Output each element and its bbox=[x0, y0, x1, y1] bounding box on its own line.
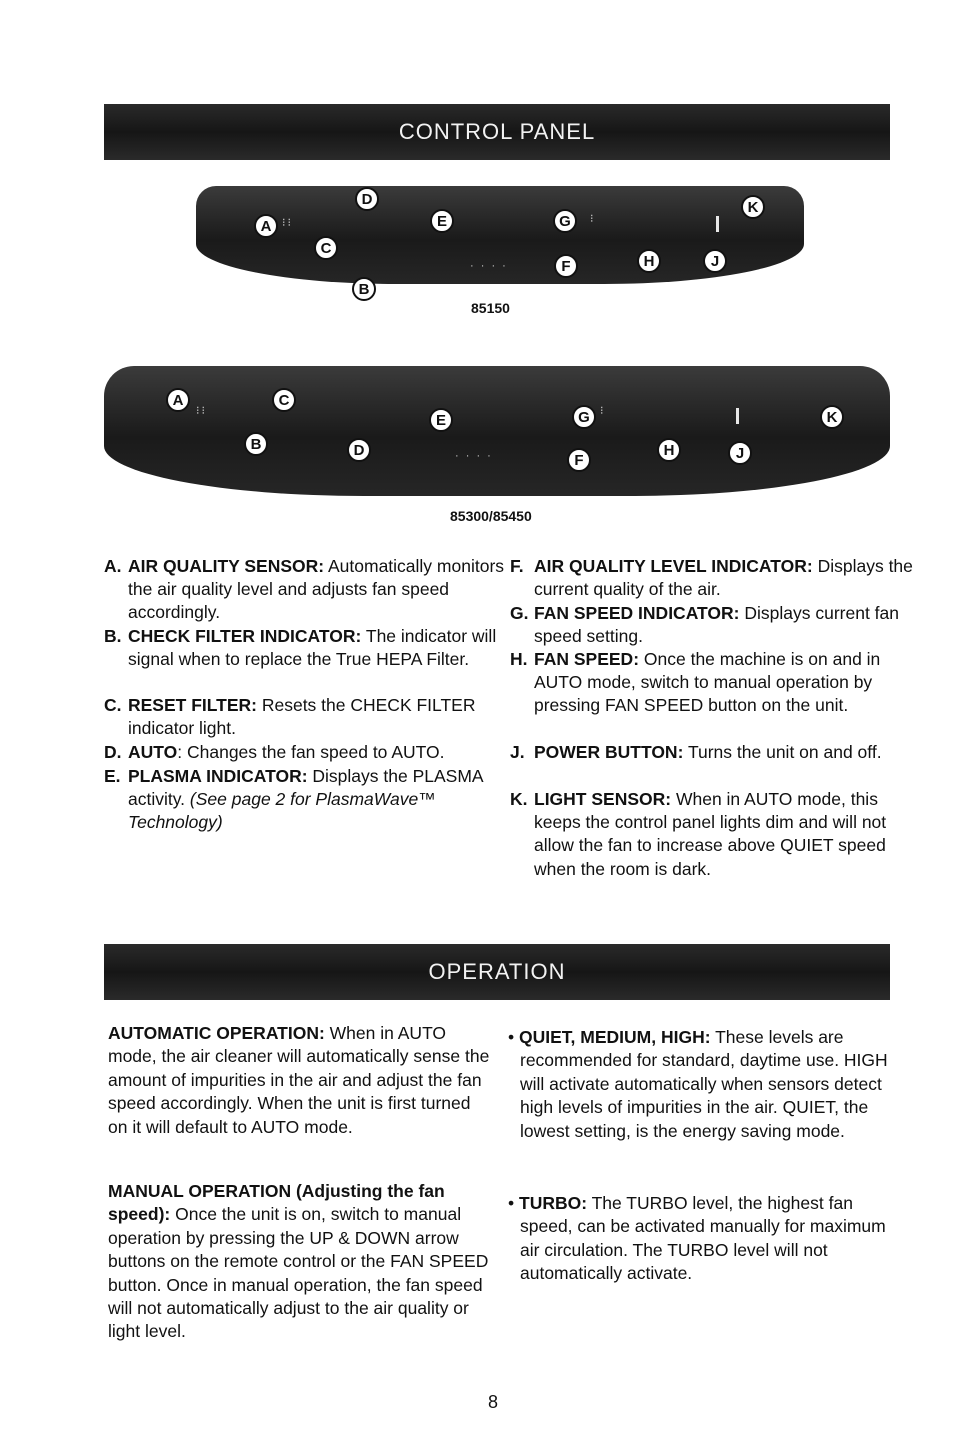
levels-bullet bbox=[508, 1026, 910, 1143]
levels-text: These levels are recommended for standard, daytime use. HIGH will activate automatically when sensors detect high levels of impurities in the air. QUIET, the lowest setting, is the energy saving mode. bbox=[520, 1027, 888, 1141]
led-dots: ⁝ bbox=[590, 213, 596, 225]
definition-item bbox=[510, 741, 914, 764]
turbo-bullet bbox=[508, 1192, 910, 1286]
definition-note: (See page 2 for PlasmaWave™ Technology) bbox=[128, 789, 436, 833]
definition-item bbox=[510, 602, 924, 648]
definition-letter: H. bbox=[510, 649, 528, 669]
definition-term: FAN SPEED: bbox=[534, 649, 640, 669]
model-label-85300-85450: 85300/85450 bbox=[450, 508, 532, 524]
definition-letter: J. bbox=[510, 742, 525, 762]
control-panel-heading bbox=[104, 104, 890, 160]
operation-heading bbox=[104, 944, 890, 1000]
page-number: 8 bbox=[488, 1392, 499, 1412]
marker-c: C bbox=[314, 236, 338, 260]
automatic-operation-term: AUTOMATIC OPERATION: bbox=[108, 1023, 325, 1043]
turbo-term: TURBO: bbox=[519, 1193, 588, 1213]
power-symbol bbox=[716, 216, 719, 232]
marker-g: G bbox=[553, 209, 577, 233]
marker-h: H bbox=[637, 249, 661, 273]
definition-term: AUTO bbox=[128, 742, 178, 762]
control-panel-diagram-85300-85450 bbox=[104, 366, 890, 496]
levels-term: QUIET, MEDIUM, HIGH: bbox=[519, 1027, 711, 1047]
definition-item bbox=[510, 648, 914, 718]
definition-text: Resets the CHECK FILTER indicator light. bbox=[128, 695, 476, 739]
manual-operation-text: Once the unit is on, switch to manual operation by pressing the UP & DOWN arrow buttons on the remote control or the FAN SPEED button. Once in manual operation, the fan speed will not automatically adjust to the air quality or light level. bbox=[108, 1204, 489, 1342]
definition-letter: E. bbox=[104, 766, 121, 786]
definition-text: Once the machine is on and in AUTO mode, switch to manual operation by pressing FAN SPEED button on the unit. bbox=[534, 649, 881, 716]
marker-e: E bbox=[429, 408, 453, 432]
definition-text: Displays current fan speed setting. bbox=[534, 603, 899, 647]
bullet-marker: • bbox=[508, 1027, 515, 1047]
model-label-85150: 85150 bbox=[471, 300, 510, 316]
definition-text: Displays the current quality of the air. bbox=[534, 556, 913, 600]
marker-b: B bbox=[244, 432, 268, 456]
marker-k: K bbox=[741, 195, 765, 219]
marker-j: J bbox=[703, 249, 727, 273]
definition-letter: G. bbox=[510, 603, 529, 623]
marker-h: H bbox=[657, 438, 681, 462]
definition-item bbox=[104, 625, 508, 671]
turbo-text: The TURBO level, the highest fan speed, can be activated manually for maximum air circulation. The TURBO level will not automatically activate. bbox=[520, 1193, 886, 1284]
definition-item bbox=[104, 694, 508, 740]
definition-item bbox=[104, 741, 518, 764]
marker-c: C bbox=[272, 388, 296, 412]
definition-letter: F. bbox=[510, 556, 524, 576]
marker-a: A bbox=[166, 388, 190, 412]
marker-f: F bbox=[554, 254, 578, 278]
definition-term: AIR QUALITY LEVEL INDICATOR: bbox=[534, 556, 813, 576]
definition-letter: K. bbox=[510, 789, 528, 809]
definition-text: Displays the PLASMA activity. bbox=[128, 766, 483, 810]
definition-term: LIGHT SENSOR: bbox=[534, 789, 672, 809]
manual-operation-paragraph bbox=[108, 1180, 494, 1344]
definition-term: AIR QUALITY SENSOR: bbox=[128, 556, 325, 576]
marker-g: G bbox=[572, 405, 596, 429]
definition-item bbox=[510, 555, 924, 601]
definition-letter: A. bbox=[104, 556, 122, 576]
marker-b: B bbox=[352, 277, 376, 301]
definition-term: CHECK FILTER INDICATOR: bbox=[128, 626, 362, 646]
control-panel-title: CONTROL PANEL bbox=[398, 119, 596, 144]
definition-text: Turns the unit on and off. bbox=[683, 742, 882, 762]
definition-text: The indicator will signal when to replace the True HEPA Filter. bbox=[128, 626, 497, 670]
definition-term: PLASMA INDICATOR: bbox=[128, 766, 308, 786]
marker-k: K bbox=[820, 405, 844, 429]
definition-term: FAN SPEED INDICATOR: bbox=[534, 603, 740, 623]
marker-e: E bbox=[430, 209, 454, 233]
led-dots: ⁝⁝ bbox=[282, 217, 293, 229]
automatic-operation-paragraph bbox=[108, 1022, 494, 1139]
definition-item bbox=[104, 555, 508, 625]
definition-letter: C. bbox=[104, 695, 122, 715]
definition-text: : Changes the fan speed to AUTO. bbox=[177, 742, 445, 762]
marker-j: J bbox=[728, 441, 752, 465]
marker-a: A bbox=[254, 214, 278, 238]
definition-item bbox=[510, 788, 924, 881]
marker-d: D bbox=[347, 438, 371, 462]
definition-letter: B. bbox=[104, 626, 122, 646]
led-dots: ⁝ bbox=[600, 405, 606, 417]
bullet-marker: • bbox=[508, 1193, 515, 1213]
definition-text: Automatically monitors the air quality level and adjusts fan speed accordingly. bbox=[128, 556, 505, 623]
operation-title: OPERATION bbox=[428, 959, 566, 984]
definition-term: POWER BUTTON: bbox=[534, 742, 684, 762]
power-symbol bbox=[736, 408, 739, 424]
definition-item bbox=[104, 765, 508, 835]
led-dots: · · · · bbox=[470, 260, 508, 272]
marker-f: F bbox=[567, 448, 591, 472]
manual-operation-term: MANUAL OPERATION (Adjusting the fan speed): bbox=[108, 1181, 445, 1225]
led-dots: ⁝⁝ bbox=[196, 405, 207, 417]
definition-letter: D. bbox=[104, 742, 122, 762]
led-dots: · · · · bbox=[455, 450, 493, 462]
definition-text: When in AUTO mode, this keeps the control panel lights dim and will not allow the fan to increase above QUIET speed when the room is dark. bbox=[534, 789, 887, 879]
automatic-operation-text: When in AUTO mode, the air cleaner will automatically sense the amount of impurities in the air and adjust the fan speed accordingly. When the unit is first turned on it will default to AUTO mode. bbox=[108, 1023, 490, 1137]
marker-d: D bbox=[355, 187, 379, 211]
definition-term: RESET FILTER: bbox=[128, 695, 257, 715]
